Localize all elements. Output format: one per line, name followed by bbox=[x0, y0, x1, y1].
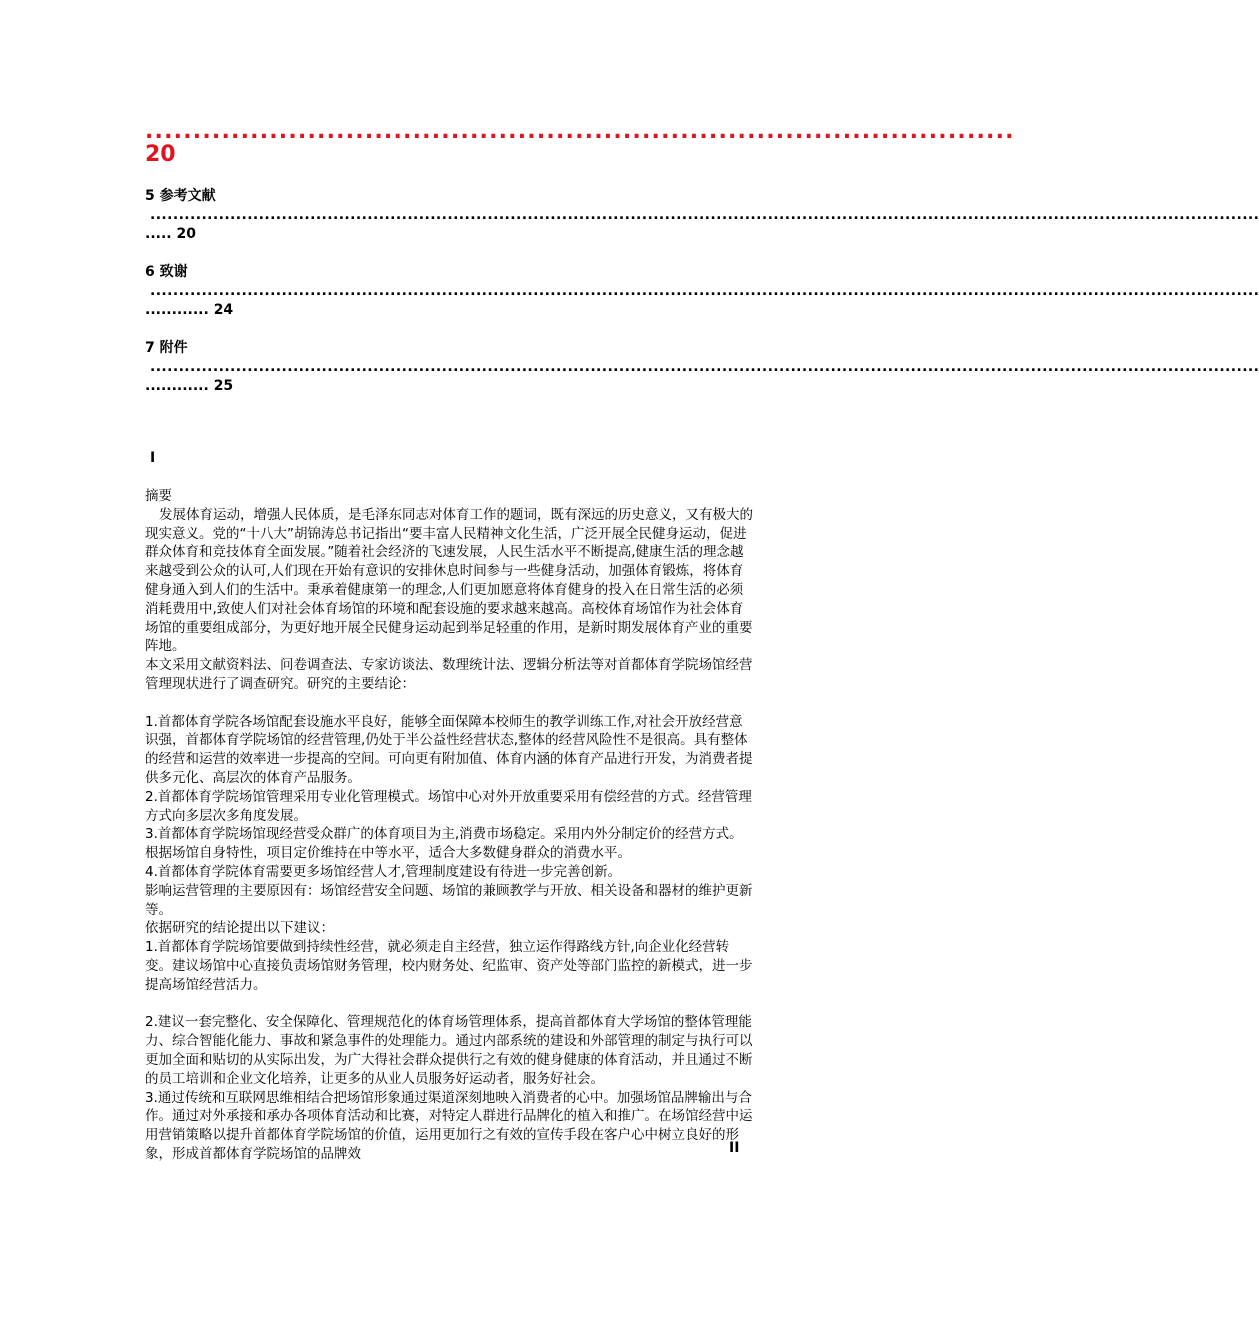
abstract-heading: 摘要 bbox=[145, 488, 172, 504]
toc-continuation-dots: ........................................................................................... bbox=[145, 119, 1015, 144]
toc-entry-dots: .................................................................................................................................................................................................. bbox=[150, 359, 1259, 375]
toc-entry-title: 6 致谢 bbox=[145, 264, 188, 280]
conclusion-item: 2.首都体育学院场馆管理采用专业化管理模式。场馆中心对外开放重要采用有偿经营的方式。经营管理方式向多层次多角度发展。 bbox=[145, 788, 752, 824]
toc-entry-title: 7 附件 bbox=[145, 340, 188, 356]
abstract-paragraph: 发展体育运动，增强人民体质，是毛泽东同志对体育工作的题词，既有深远的历史意义，又有极大的现实意义。党的“十八大”胡锦涛总书记指出“要丰富人民精神文化生活，广泛开展全民健身运动，促进群众体育和竞技体育全面发展。”随着社会经济的飞速发展，人民生活水平不断提高,健康生活的理念越来越受到公众的认可,人们现在开始有意识的安排休息时间参与一些健身活动，加强体育锻炼，将体育健身通入到人们的生活中。秉承着健康第一的理念,人们更加愿意将体育健身的投入在日常生活的必须消耗费用中,致使人们对社会体育场馆的环境和配套设施的要求越来越高。高校体育场馆作为社会体育场馆的重要组成部分，为更好地开展全民健身运动起到举足轻重的作用，是新时期发展体育产业的重要阵地。 bbox=[145, 506, 753, 655]
toc-entry-references[interactable] bbox=[145, 186, 1259, 244]
abstract-section bbox=[145, 487, 755, 1164]
toc-entry-title: 5 参考文献 bbox=[145, 188, 216, 204]
suggestion-item: 2.建议一套完整化、安全保障化、管理规范化的体育场管理体系，提高首都体育大学场馆的整体管理能力、综合智能化能力、事故和紧急事件的处理能力。通过内部系统的建设和外部管理的制定与执行可以更加全面和贴切的从实际出发，为广大得社会群众提供行之有效的健身健康的体育活动，并且通过不断的员工培训和企业文化培养，让更多的从业人员服务好运动者，服务好社会。 bbox=[145, 1014, 753, 1087]
conclusion-item: 4.首都体育学院体育需要更多场馆经营人才,管理制度建设有待进一步完善创新。 bbox=[145, 863, 622, 880]
toc-entry-dots: .................................................................................................................................................................................................. bbox=[150, 283, 1259, 299]
page-number-roman: II bbox=[729, 1140, 740, 1156]
toc-entry-dots: .................................................................................................................................................................................................. bbox=[150, 207, 1259, 223]
conclusion-item: 1.首都体育学院各场馆配套设施水平良好，能够全面保障本校师生的教学训练工作,对社会开放经营意识强，首都体育学院场馆的经营管理,仍处于半公益性经营状态,整体的经营风险性不是很高。具有整体的经营和运营的效率进一步提高的空间。可向更有附加值、体育内涵的体育产品进行开发，为消费者提供多元化、高层次的体育产品服务。 bbox=[145, 713, 753, 786]
page-number-roman: I bbox=[150, 450, 156, 466]
toc-entry-page: ..... 20 bbox=[145, 226, 196, 242]
toc-entry-acknowledgements[interactable] bbox=[145, 262, 1259, 320]
suggestion-item: 1.首都体育学院场馆要做到持续性经营，就必须走自主经营，独立运作得路线方针,向企业化经营转变。建议场馆中心直接负责场馆财务管理，校内财务处、纪监审、资产处等部门监控的新模式，进一步提高场馆经营活力。 bbox=[145, 939, 753, 993]
toc-entry-page: ............ 25 bbox=[145, 378, 234, 394]
suggestion-item: 3.通过传统和互联网思维相结合把场馆形象通过渠道深刻地映入消费者的心中。加强场馆品牌输出与合作。通过对外承接和承办各项体育活动和比赛，对特定人群进行品牌化的植入和推广。在场馆经营中运用营销策略以提升首都体育学院场馆的价值，运用更加行之有效的宣传手段在客户心中树立良好的形象，形成首都体育学院场馆的品牌效 bbox=[145, 1089, 753, 1162]
conclusion-item: 3.首都体育学院场馆现经营受众群广的体育项目为主,消费市场稳定。采用内外分制定价的经营方式。根据场馆自身特性，项目定价维持在中等水平，适合大多数健身群众的消费水平。 bbox=[145, 826, 743, 862]
toc-entry-appendix[interactable] bbox=[145, 338, 1259, 396]
influencing-factors: 影响运营管理的主要原因有：场馆经营安全问题、场馆的兼顾教学与开放、相关设备和器材的维护更新等。 bbox=[145, 882, 753, 918]
abstract-methods: 本文采用文献资料法、问卷调查法、专家访谈法、数理统计法、逻辑分析法等对首都体育学院场馆经营管理现状进行了调查研究。研究的主要结论： bbox=[145, 657, 753, 692]
paragraph-spacer bbox=[145, 694, 755, 713]
toc-entry-page: ............ 24 bbox=[145, 302, 234, 318]
toc-continuation-page: 20 bbox=[145, 142, 176, 167]
suggestion-intro: 依据研究的结论提出以下建议： bbox=[145, 920, 334, 937]
paragraph-spacer bbox=[145, 995, 755, 1014]
